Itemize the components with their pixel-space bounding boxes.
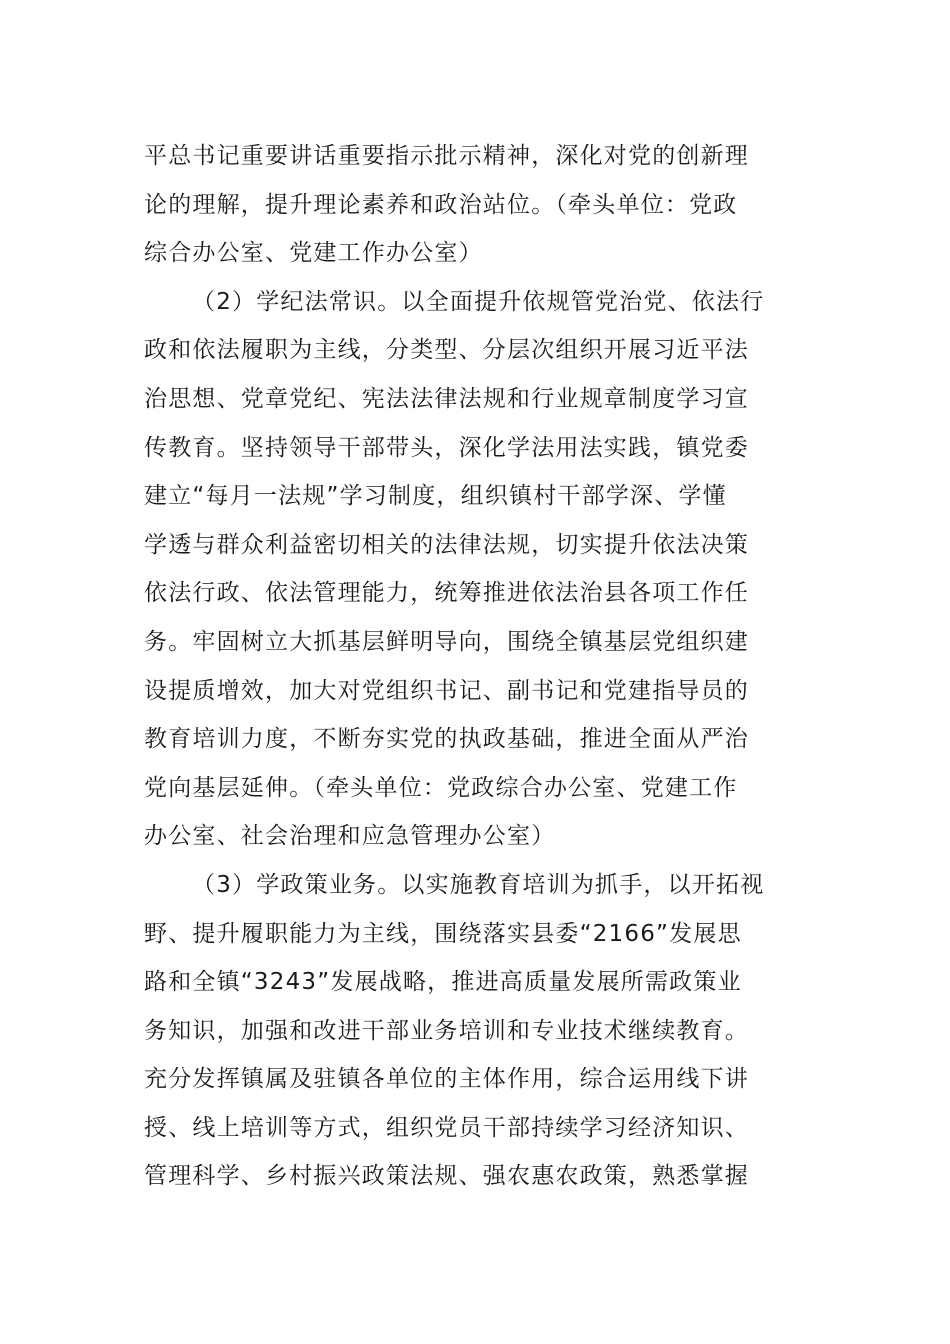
text-line-1: 平总书记重要讲话重要指示批示精神，深化对党的创新理 [144,143,749,169]
text-line-15: 办公室、社会治理和应急管理办公室） [144,823,556,850]
text-line-21: 授、线上培训等方式，组织党员干部持续学习经济知识、 [144,1114,749,1141]
text-line-19: 务知识，加强和改进干部业务培训和专业技术继续教育。 [144,1017,749,1044]
text-line-11: 务。牢固树立大抓基层鲜明导向，围绕全镇基层党组织建 [144,628,749,655]
text-line-20: 充分发挥镇属及驻镇各单位的主体作用，综合运用线下讲 [144,1066,749,1093]
text-line-13: 教育培训力度，不断夯实党的执政基础，推进全面从严治 [144,726,749,753]
text-line-14: 党向基层延伸。（牵头单位：党政综合办公室、党建工作 [144,774,738,801]
text-line-4: （2）学纪法常识。以全面提升依规管党治党、依法行 [192,288,765,315]
text-line-18: 路和全镇“3243”发展战略，推进高质量发展所需政策业 [144,969,742,996]
text-line-12: 设提质增效，加大对党组织书记、副书记和党建指导员的 [144,677,749,704]
body-text [0,132,950,1201]
text-line-6: 治思想、党章党纪、宪法法律法规和行业规章制度学习宣 [144,385,749,412]
text-line-5: 政和依法履职为主线，分类型、分层次组织开展习近平法 [144,337,749,364]
text-line-7: 传教育。坚持领导干部带头，深化学法用法实践，镇党委 [144,434,749,461]
text-line-17: 野、提升履职能力为主线，围绕落实县委“2166”发展思 [144,920,742,947]
text-line-8: 建立“每月一法规”学习制度，组织镇村干部学深、学懂 [144,483,727,510]
text-line-16: （3）学政策业务。以实施教育培训为抓手，以开拓视 [192,871,765,898]
text-line-3: 综合办公室、党建工作办公室） [144,240,483,267]
text-line-10: 依法行政、依法管理能力，统筹推进依法治县各项工作任 [144,580,749,607]
text-line-2: 论的理解，提升理论素养和政治站位。（牵头单位：党政 [144,191,738,218]
text-line-22: 管理科学、乡村振兴政策法规、强农惠农政策，熟悉掌握 [144,1163,749,1190]
text-line-9: 学透与群众利益密切相关的法律法规，切实提升依法决策 [144,531,749,558]
